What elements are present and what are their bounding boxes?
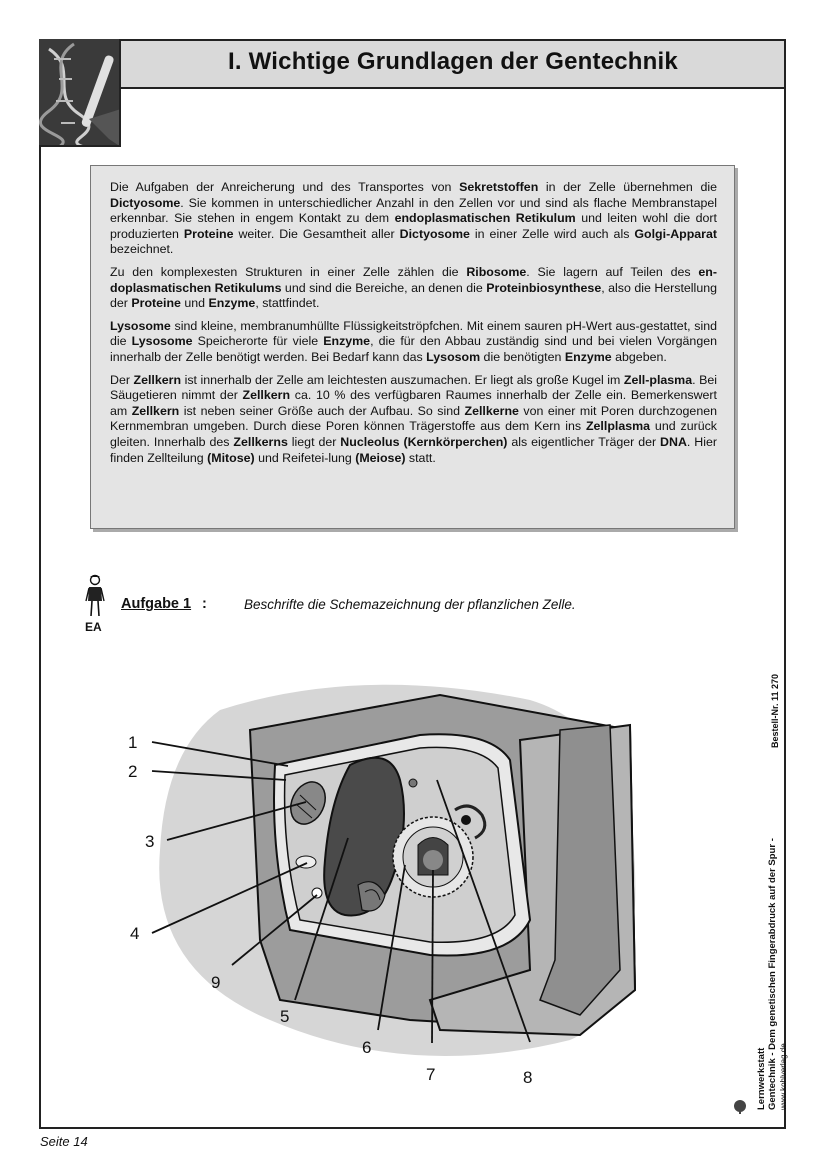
text-run: Proteine bbox=[131, 296, 181, 311]
text-run: Zu den komplexesten Strukturen in einer Zelle zählen die bbox=[110, 264, 467, 279]
text-run: endoplasmatischen Retikulum bbox=[394, 211, 576, 226]
text-run: Lysosome bbox=[131, 334, 193, 349]
text-run: ist innerhalb der Zelle am leichtesten auszumachen. Er liegt als große Kugel im bbox=[181, 372, 624, 387]
text-run: abgeben. bbox=[611, 349, 667, 364]
text-run: und leiten wohl die dort produzierten bbox=[110, 211, 717, 241]
side-line-2: Gentechnik - Dem genetischen Fingerabdruck auf der Spur - bbox=[767, 838, 778, 1110]
person-icon bbox=[84, 574, 106, 618]
side-line-3: www.kohlverlag.de bbox=[779, 1043, 788, 1110]
text-run: . Sie lagern auf Teilen des bbox=[526, 264, 699, 279]
text-run: . Sie kommen in unterschiedlicher Anzahl in den Zellen vor und sind als flache Membranstapel erkennbar. Sie stehen in engem Kontakt zu dem bbox=[110, 195, 717, 226]
diagram-label-3: 3 bbox=[145, 832, 155, 851]
text-run: . Hier finden Zellteilung bbox=[110, 434, 718, 465]
text-run: Nucleolus (Kernkörperchen) bbox=[340, 434, 508, 449]
text-run: (Meiose) bbox=[355, 450, 406, 465]
text-run: Zellkern bbox=[242, 388, 291, 403]
diagram-label-9: 9 bbox=[211, 973, 221, 992]
diagram-label-7: 7 bbox=[426, 1065, 436, 1084]
text-run: die benötigten bbox=[480, 349, 565, 364]
text-run: statt. bbox=[405, 450, 436, 465]
paragraph-zellkern bbox=[110, 373, 717, 467]
text-run: Zellkern bbox=[133, 372, 182, 387]
text-run: en-doplasmatischen Retikulums bbox=[110, 264, 717, 295]
text-run: von einer mit Poren durchzogenen Kernmembran umgeben. Durch diese Poren können Trägerstoffe aus dem Kern ins bbox=[110, 403, 717, 434]
text-run: weiter. Die Gesamtheit aller bbox=[233, 226, 400, 241]
paragraph-lysosome bbox=[110, 319, 717, 366]
text-run: und Reifetei-lung bbox=[254, 450, 356, 465]
task-label: Aufgabe 1 bbox=[121, 596, 192, 612]
text-run: Enzyme bbox=[323, 334, 371, 349]
text-run: Zellplasma bbox=[585, 419, 651, 434]
text-run: , also die Herstellung der bbox=[110, 280, 717, 311]
text-run: Golgi-Apparat bbox=[634, 226, 718, 241]
diagram-label-8: 8 bbox=[523, 1068, 533, 1087]
diagram-label-1: 1 bbox=[128, 733, 138, 752]
text-run: , die für den Abbau zuständig sind und bei vielen Vorgängen innerhalb der Zelle benötigt werden. Bei Bedarf kann das bbox=[110, 334, 717, 364]
task-colon: : bbox=[202, 596, 207, 612]
text-run: Sekretstoffen bbox=[459, 180, 539, 194]
text-run: Dictyosome bbox=[110, 195, 181, 210]
text-run: und zurück gleiten. Innerhalb des bbox=[110, 419, 717, 449]
text-run: Der bbox=[110, 372, 134, 387]
task-instruction: Beschrifte die Schemazeichnung der pflanzlichen Zelle. bbox=[244, 597, 576, 612]
text-run: Zellkern bbox=[131, 403, 180, 418]
plant-cell-diagram bbox=[110, 670, 650, 1090]
text-run: und bbox=[180, 296, 209, 311]
text-run: Ribosome bbox=[466, 264, 527, 279]
text-run: als eigentlicher Träger der bbox=[507, 434, 661, 449]
diagram-label-6: 6 bbox=[362, 1038, 372, 1057]
text-run: ist neben seiner Größe auch der Aufbau. So sind bbox=[179, 403, 465, 418]
text-run: bezeichnet. bbox=[110, 242, 174, 257]
text-run: sind kleine, membranumhüllte Flüssigkeitströpfchen. Mit einem sauren pH-Wert aus-gestattet, sind die bbox=[110, 318, 717, 349]
text-run: ca. 10 % des verfügbaren Raumes innerhalb der Zelle ein. Bemerkenswert am bbox=[110, 388, 717, 418]
text-run: Lysosome bbox=[110, 318, 171, 333]
diagram-label-4: 4 bbox=[130, 924, 140, 943]
text-run: Lysosom bbox=[426, 349, 481, 364]
text-run: Die Aufgaben der Anreicherung und des Transportes von bbox=[110, 180, 460, 194]
diagram-label-2: 2 bbox=[128, 762, 138, 781]
side-line-1: Lernwerkstatt bbox=[756, 1047, 767, 1110]
text-run: Dictyosome bbox=[399, 226, 470, 241]
info-text bbox=[110, 180, 717, 473]
page-number: Seite 14 bbox=[40, 1134, 88, 1149]
text-run: in der Zelle übernehmen die bbox=[538, 180, 717, 194]
text-run: . Bei Säugetieren nimmt der bbox=[110, 372, 717, 403]
dna-header-image bbox=[39, 39, 121, 147]
text-run: Enzyme bbox=[208, 296, 256, 311]
text-run: in einer Zelle wird auch als bbox=[469, 226, 635, 241]
text-run: Enzyme bbox=[564, 349, 612, 364]
text-run: , stattfindet. bbox=[255, 296, 320, 311]
text-run: Zell-plasma bbox=[623, 372, 693, 387]
work-form-label: EA bbox=[85, 620, 102, 634]
paragraph-ribosome bbox=[110, 265, 717, 312]
paragraph-dictyosome bbox=[110, 180, 717, 258]
text-run: liegt der bbox=[287, 434, 341, 449]
diagram-label-5: 5 bbox=[280, 1007, 290, 1026]
order-number: Bestell-Nr. 11 270 bbox=[770, 673, 780, 748]
page-title: I. Wichtige Grundlagen der Gentechnik bbox=[228, 48, 678, 75]
text-run: (Mitose) bbox=[207, 450, 255, 465]
text-run: DNA bbox=[660, 434, 687, 449]
text-run: Proteinbiosynthese bbox=[486, 280, 602, 295]
text-run: Proteine bbox=[183, 226, 234, 241]
text-run: Speicherorte für viele bbox=[192, 334, 324, 349]
publisher-logo bbox=[730, 1050, 770, 1116]
text-run: Zellkerne bbox=[464, 403, 519, 418]
text-run: Zellkerns bbox=[233, 434, 288, 449]
text-run: und sind die Bereiche, an denen die bbox=[281, 280, 487, 295]
